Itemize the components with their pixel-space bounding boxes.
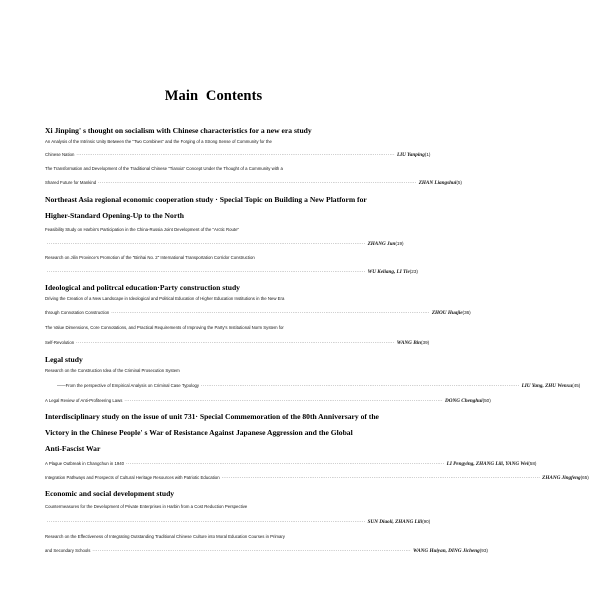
entry-title-line: Research on the Effectiveness of Integrating Outstanding Traditional Chinese Culture into Moral Education Courses in Primary: [45, 534, 285, 539]
entry-page: (58): [528, 461, 537, 466]
toc-entry[interactable]: [45, 268, 418, 276]
section-heading: Anti-Fascist War: [45, 444, 101, 453]
entry-title-line: Driving the Creation of a New Landscape in Ideological and Political Education of Higher Education Institutions in the New Era: [45, 296, 285, 301]
toc-entry[interactable]: [45, 382, 581, 390]
leader-dots: ··············································································································································································: [98, 180, 417, 185]
entry-author: WANG Huiyan, DING Jicheng: [412, 548, 480, 554]
toc-entry[interactable]: [45, 151, 431, 159]
toc-entry[interactable]: [45, 179, 462, 187]
section-heading: Higher-Standard Opening-Up to the North: [45, 211, 184, 220]
leader-dots: ··············································································································································································: [201, 383, 520, 388]
toc-entry[interactable]: [45, 240, 404, 248]
entry-title-line: Shared Future for Mankind: [45, 180, 97, 185]
entry-author: LIU Yang, ZHU Wenxu: [521, 383, 573, 389]
leader-dots: ··············································································································································································: [76, 340, 395, 345]
toc-entry[interactable]: [45, 309, 471, 317]
entry-page: (36): [462, 310, 471, 315]
entry-title-line: and Secondary Schools: [45, 548, 91, 553]
entry-title-line: Research on Jilin Province's Promotion of the "Binhai No. 2" International Transportation Corridor Construction: [45, 255, 255, 260]
entry-title-line: Integration Pathways and Prospects of Cultural Heritage Resources with Patriotic Education: [45, 475, 220, 480]
entry-page: (90): [422, 519, 431, 524]
toc-entry[interactable]: [45, 397, 491, 405]
entry-author: ZHANG Jingfeng: [542, 475, 581, 481]
entry-title-line: ——From the perspective of Empirical Analysis on Criminal Case Typology: [57, 383, 200, 388]
entry-author: LIU Yanping: [396, 152, 425, 158]
entry-title-line: through Connotation Construction: [45, 310, 110, 315]
toc-entry[interactable]: [45, 460, 537, 468]
entry-author: LI Pengying, ZHANG Lili, YANG Wei: [446, 461, 529, 467]
section-heading: Northeast Asia regional economic cooperation study · Special Topic on Building a New Platform for: [45, 195, 367, 204]
entry-title-line: An Analysis of the Intrinsic Unity Between the "Two Combines" and the Forging of a Strong Sense of Community for the: [45, 139, 272, 144]
entry-author: WU Keliang, LI Tie: [367, 269, 410, 275]
entry-title-line: Research on the Construction Idea of the Criminal Prosecution System: [45, 368, 180, 373]
section-heading: Legal study: [45, 355, 83, 364]
entry-page: (23): [409, 269, 418, 274]
toc-entry[interactable]: [45, 474, 589, 482]
leader-dots: ··············································································································································································: [111, 310, 430, 315]
entry-page: (50): [482, 398, 491, 403]
entry-title-line: Self-Revolution: [45, 340, 75, 345]
entry-title-line: Countermeasures for the Development of Private Enterprises in Harbin from a Cost Reduction Perspective: [45, 504, 248, 509]
entry-title-line: The Value Dimensions, Core Connotations, and Practical Requirements of Improving the Party's Institutional Norm System for: [45, 325, 284, 330]
entry-page: (65): [580, 475, 589, 480]
entry-page: (39): [420, 340, 430, 345]
leader-dots: ··············································································································································································: [47, 269, 366, 274]
leader-dots: ··············································································································································································: [221, 475, 541, 480]
entry-title-line: A Legal Review of Anti-Profiteering Laws: [45, 398, 123, 403]
leader-dots: ··············································································································································································: [47, 241, 366, 246]
toc-entry[interactable]: [45, 547, 488, 555]
entry-author: ZHANG Jun: [367, 241, 396, 247]
entry-page: (45): [572, 383, 581, 388]
entry-author: WANG Bin: [396, 340, 421, 346]
entry-author: SUN Diaoli, ZHANG Lili: [367, 519, 423, 525]
entry-page: (1): [424, 152, 431, 157]
section-heading: Interdisciplinary study on the issue of unit 731· Special Commemoration of the 80th Anniversary of the: [45, 412, 379, 421]
entry-author: ZHAN Liangshui: [418, 180, 457, 186]
page-title: Main Contents: [164, 88, 263, 104]
leader-dots: ··············································································································································································: [92, 548, 411, 553]
toc-entry[interactable]: [45, 339, 430, 347]
entry-title-line: Feasibility Study on Harbin's Participation in the China-Russia Joint Development of the "Arctic Route": [45, 227, 239, 232]
section-heading: Economic and social development study: [45, 489, 175, 498]
leader-dots: ··············································································································································································: [124, 398, 443, 403]
leader-dots: ··············································································································································································: [126, 461, 445, 466]
section-heading: Xi Jinping' s thought on socialism with Chinese characteristics for a new era study: [45, 126, 312, 135]
section-heading: Ideological and politrcal education·Party construction study: [45, 283, 240, 292]
entry-page: (19): [395, 241, 404, 246]
leader-dots: ··············································································································································································: [76, 152, 395, 157]
entry-author: DONG Chenghui: [444, 398, 483, 404]
section-heading: Victory in the Chinese People' s War of Resistance Against Japanese Aggression and the Global: [45, 428, 353, 437]
entry-page: (93): [479, 548, 488, 553]
entry-title-line: A Plague Outbreak in Changchun in 1940: [45, 461, 125, 466]
entry-author: ZHOU Huajie: [431, 310, 463, 316]
entry-title-line: The Transformation and Development of the Traditional Chinese "Tianxia" Concept Under the Thought of a Community with a: [45, 166, 283, 171]
toc-entry[interactable]: [45, 518, 431, 526]
leader-dots: ··············································································································································································: [47, 519, 366, 524]
entry-title-line: Chinese Nation: [45, 152, 75, 157]
entry-page: (5): [456, 180, 462, 185]
